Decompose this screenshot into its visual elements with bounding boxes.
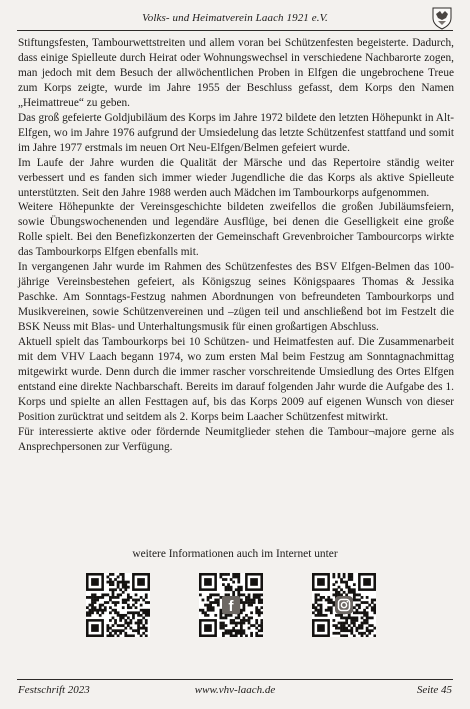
paragraph: In vergangenen Jahr wurde im Rahmen des Schützenfestes des BSV Elfgen-Belmen das 100-jährige Vereinsbestehen gefeiert, als Königszug seines Königspaares Thomas & Jessika Paschke. Am Sonntags-Festzug nahmen Abordnungen von befreundeten Tambourkorps und Musikvereinen, sowie Schützenvereinen und –zügen teil und anschließend bot im Festzelt die BSK Neuss mit Blas- und Unterhaltungsmusik für einen großartigen Abschluss.: [18, 261, 454, 334]
paragraph: Aktuell spielt das Tambourkorps bei 10 Schützen- und Heimatfesten auf. Die Zusammenarbeit mit dem VHV Laach begann 1974, wo zum ersten Mal beim Festzug am Sonntagnachmittag mitgewirkt wurde. Denn durch die immer rascher vorschreitende Umsiedlung des Ortes Elfgen entstand eine direkte Nachbarschaft. Bereits im darauf folgenden Jahr wurde die Aufgabe des 1. Korps und spielte an allen Festtagen auf, bis das Korps 2009 auf eigenen Wunsch von dieser Position zurücktrat und seitdem als 2. Korps beim Laacher Schützenfest mitwirkt.: [18, 336, 454, 423]
footer-rule: [17, 679, 453, 680]
page-header: [0, 4, 470, 28]
qr-pattern: [312, 573, 376, 637]
qr-pattern: [199, 573, 263, 637]
crest-icon: [431, 6, 453, 30]
instagram-icon: [335, 596, 353, 614]
footer-publication: Festschrift 2023: [18, 684, 90, 696]
qr-caption: weitere Informationen auch im Internet unter: [132, 548, 338, 560]
header-rule: [17, 30, 453, 31]
paragraph: Das groß gefeierte Goldjubiläum des Korps im Jahre 1972 bildete den letzten Höhepunkt in Alt-Elfgen, wo im Jahre 1976 aufgrund der Umsiedelung das letzte Schützenfest stattfand und somit im Jahre 1977 erstmals im neuen Ort Neu-Elfgen/Belmen gefeiert wurde.: [18, 111, 454, 154]
footer-page-number: Seite 45: [416, 684, 452, 696]
paragraph: Weitere Höhepunkte der Vereinsgeschichte bildeten zweifellos die großen Jubiläumsfeiern, sowie Übungswochenenden und legendäre Ausflüge, bei denen die Geselligkeit eine große Rolle spielt. Bei den Benefizkonzerten der Gemeinschaft Grevenbroicher Tambourcorps wirkte das Tambourkorps Elfgen ebenfalls mit.: [18, 201, 454, 259]
qr-pattern: [86, 573, 150, 637]
article-body: [18, 36, 454, 455]
svg-text:f: f: [228, 598, 234, 615]
qr-code-instagram[interactable]: [312, 573, 376, 637]
facebook-icon: [222, 596, 240, 615]
header-title: Volks- und Heimatverein Laach 1921 e.V.: [142, 12, 328, 24]
paragraph: Stiftungsfesten, Tambourwettstreiten und allem voran bei Schützenfesten begeisterte. Dadurch, dass einige Spielleute durch Heirat oder Wohnungswechsel in verschiedene Nachbarorte zogen, man jedoch mit dem Besuch der allwöchentlichen Proben in Elfgen die ungebrochene Treue zum Korps zeigte, wurde im Jahre 1955 der Beschluss gefasst, dem Korps den Namen „Heimattreue“ zu geben.: [18, 37, 454, 109]
qr-code-facebook[interactable]: [199, 573, 263, 637]
paragraph: Für interessierte aktive oder fördernde Neumitglieder stehen die Tambour¬majore gerne als Ansprechpersonen zur Verfügung.: [18, 425, 454, 453]
qr-code-website[interactable]: [86, 573, 150, 637]
paragraph: Im Laufe der Jahre wurden die Qualität der Märsche und das Repertoire ständig weiter verbessert und es fanden sich immer wieder Jugendliche die das Korps als aktive Spielleute unterstützten. Seit den Jahre 1988 werden auch Mädchen im Tambourkorps aufgenommen.: [18, 156, 454, 199]
footer-website: www.vhv-laach.de: [194, 684, 276, 696]
